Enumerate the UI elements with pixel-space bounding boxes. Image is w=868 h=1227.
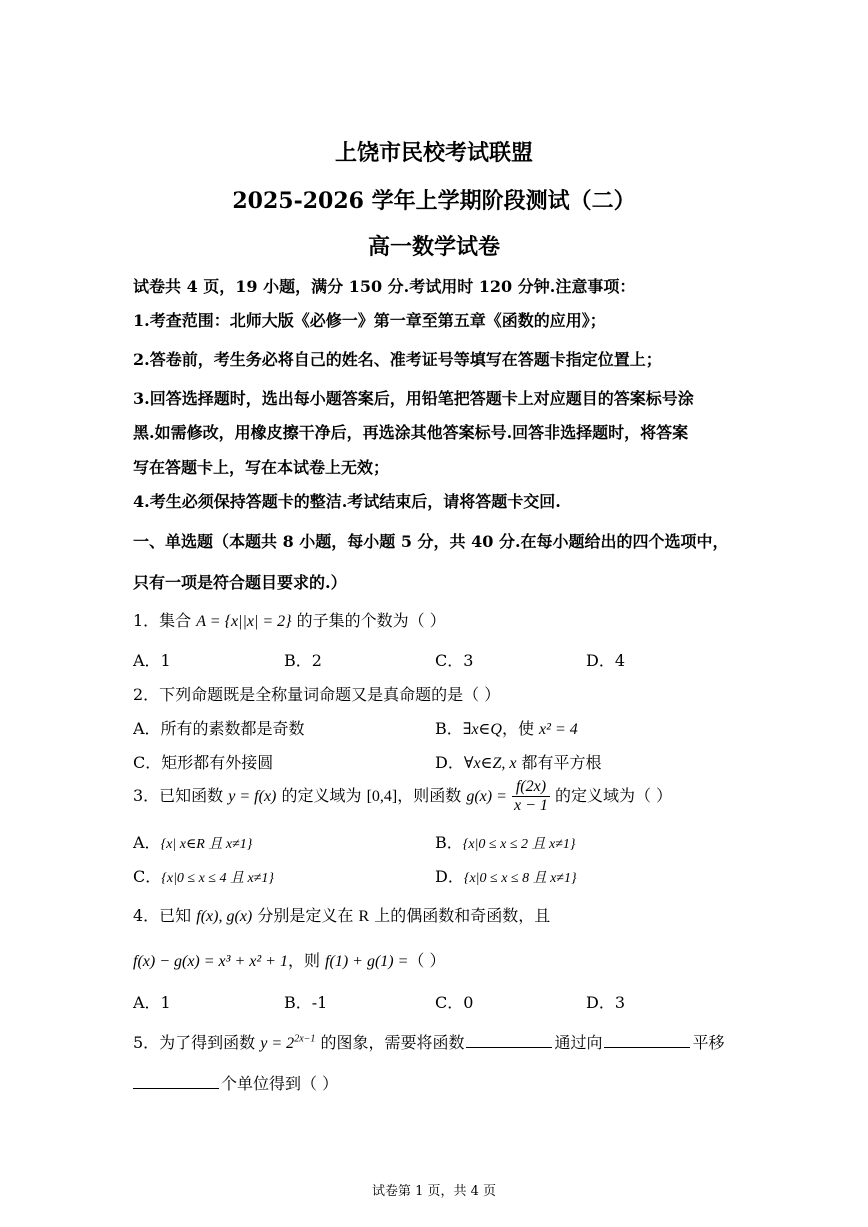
q4-functions: f(x), g(x) bbox=[196, 908, 253, 925]
q2-d-text: 都有平方根 bbox=[516, 753, 602, 772]
q2-d-math: ∀x∈Z, x bbox=[463, 755, 517, 772]
q3-option-b bbox=[435, 830, 576, 853]
q3-b-label: B． bbox=[435, 833, 463, 852]
note-3-line3: 写在答题卡上，写在本试卷上无效； bbox=[133, 458, 390, 477]
q5-mid3: 平移 bbox=[692, 1033, 725, 1052]
q3-option-d bbox=[435, 864, 577, 887]
q3-function-g: g(x) = bbox=[466, 788, 507, 805]
q5-mid2: 通过向 bbox=[554, 1033, 603, 1052]
question-5-stem-line2 bbox=[133, 1071, 338, 1094]
q4-mid: 分别是定义在 bbox=[252, 906, 359, 925]
q5-blank-1 bbox=[466, 1033, 552, 1048]
q4-option-c: C．0 bbox=[435, 993, 474, 1012]
note-1: 1.考查范围：北师大版《必修一》第一章至第五章《函数的应用》； bbox=[133, 311, 606, 330]
q1-option-d: D．4 bbox=[586, 651, 626, 670]
q3-b-set: {x|0 ≤ x ≤ 2 且 x≠1} bbox=[462, 837, 576, 852]
q2-option-d bbox=[435, 750, 602, 773]
q2-b-math: ∃x∈Q bbox=[462, 721, 502, 738]
q2-option-a: A．所有的素数都是奇数 bbox=[133, 719, 305, 738]
note-2: 2.答卷前，考生务必将自己的姓名、准考证号等填写在答题卡指定位置上； bbox=[133, 350, 662, 369]
q4-option-b: B．-1 bbox=[284, 993, 328, 1012]
q3-option-a bbox=[133, 830, 252, 853]
exam-union-title: 上饶市民校考试联盟 bbox=[334, 140, 533, 166]
q3-mid1: 的定义域为 bbox=[276, 786, 367, 805]
q4-equation: f(x) − g(x) = x³ + x² + 1 bbox=[133, 953, 288, 970]
q1-option-a: A．1 bbox=[133, 651, 171, 670]
question-1-stem bbox=[133, 608, 446, 631]
q1-option-c: C．3 bbox=[435, 651, 474, 670]
q2-d-label: D． bbox=[435, 753, 464, 772]
q2-b-label: B． bbox=[435, 719, 463, 738]
q3-d-label: D． bbox=[435, 867, 464, 886]
q4-target-expression: f(1) + g(1) = bbox=[325, 953, 409, 970]
q1-set-expression: A = {x||x| = 2} bbox=[196, 613, 292, 630]
q3-mid2: ，则函数 bbox=[397, 786, 467, 805]
q3-option-c bbox=[133, 864, 274, 887]
q3-fraction bbox=[512, 778, 550, 815]
section-heading-line2: 只有一项是符合题目要求的.） bbox=[133, 573, 347, 592]
q3-d-set: {x|0 ≤ x ≤ 8 且 x≠1} bbox=[463, 871, 577, 886]
q4-paren: （ ） bbox=[408, 951, 446, 970]
q4-option-a: A．1 bbox=[133, 993, 171, 1012]
q2-b-mid: ，使 bbox=[501, 719, 540, 738]
q3-fraction-numerator: f(2x) bbox=[512, 778, 550, 797]
q5-prefix: 5．为了得到函数 bbox=[133, 1033, 261, 1052]
q2-option-b bbox=[435, 716, 578, 739]
q5-suffix: 个单位得到（ ） bbox=[221, 1074, 339, 1093]
q1-prefix: 1．集合 bbox=[133, 611, 197, 630]
note-4: 4.考生必须保持答题卡的整洁.考试结束后，请将答题卡交回. bbox=[133, 492, 561, 511]
q4-suffix: 上的偶函数和奇函数，且 bbox=[369, 906, 551, 925]
question-5-stem-line1 bbox=[133, 1030, 725, 1053]
q4-option-d: D．3 bbox=[586, 993, 626, 1012]
q3-suffix: 的定义域为（ ） bbox=[549, 786, 673, 805]
q5-blank-2 bbox=[604, 1033, 690, 1048]
q2-option-c: C．矩形都有外接圆 bbox=[133, 753, 274, 772]
q3-prefix: 3．已知函数 bbox=[133, 786, 229, 805]
q3-c-label: C． bbox=[133, 867, 162, 886]
page-footer: 试卷第 1 页，共 4 页 bbox=[371, 1184, 497, 1199]
question-3-stem bbox=[133, 778, 672, 815]
q2-b-math2: x² = 4 bbox=[539, 721, 578, 738]
q5-blank-3 bbox=[133, 1074, 219, 1089]
note-3-line2: 黑.如需修改，用橡皮擦干净后，再选涂其他答案标号.回答非选择题时，将答案 bbox=[133, 423, 689, 442]
q3-a-set: {x| x∈R 且 x≠1} bbox=[160, 837, 253, 852]
question-2-stem: 2．下列命题既是全称量词命题又是真命题的是（ ） bbox=[133, 685, 501, 704]
q5-mid1: 的图象，需要将函数 bbox=[315, 1033, 465, 1052]
note-3-line1: 3.回答选择题时，选出每小题答案后，用铅笔把答题卡上对应题目的答案标号涂 bbox=[133, 389, 694, 408]
q3-c-set: {x|0 ≤ x ≤ 4 且 x≠1} bbox=[161, 871, 274, 886]
exam-subject-title: 高一数学试卷 bbox=[367, 234, 500, 260]
q4-prefix: 4．已知 bbox=[133, 906, 197, 925]
q4-mid2: ，则 bbox=[287, 951, 326, 970]
exam-intro: 试卷共 4 页，19 小题，满分 150 分.考试用时 120 分钟.注意事项： bbox=[133, 277, 636, 296]
q3-fraction-denominator: x − 1 bbox=[513, 797, 548, 814]
q3-function-f: y = f(x) bbox=[228, 788, 277, 805]
q5-exponent: 2x−1 bbox=[294, 1033, 316, 1045]
section-heading-line1: 一、单选题（本题共 8 小题，每小题 5 分，共 40 分.在每小题给出的四个选项中， bbox=[133, 532, 729, 551]
q3-domain: [0,4] bbox=[366, 788, 398, 805]
q1-option-b: B．2 bbox=[284, 651, 322, 670]
q5-function: y = 2 bbox=[260, 1035, 295, 1052]
q1-suffix: 的子集的个数为（ ） bbox=[291, 611, 446, 630]
exam-term-title: 2025-2026 学年上学期阶段测试（二） bbox=[232, 188, 636, 214]
question-4-stem-line1 bbox=[133, 903, 550, 926]
q4-domain-r: R bbox=[358, 908, 370, 925]
question-4-stem-line2 bbox=[133, 948, 446, 971]
q3-a-label: A． bbox=[133, 833, 161, 852]
